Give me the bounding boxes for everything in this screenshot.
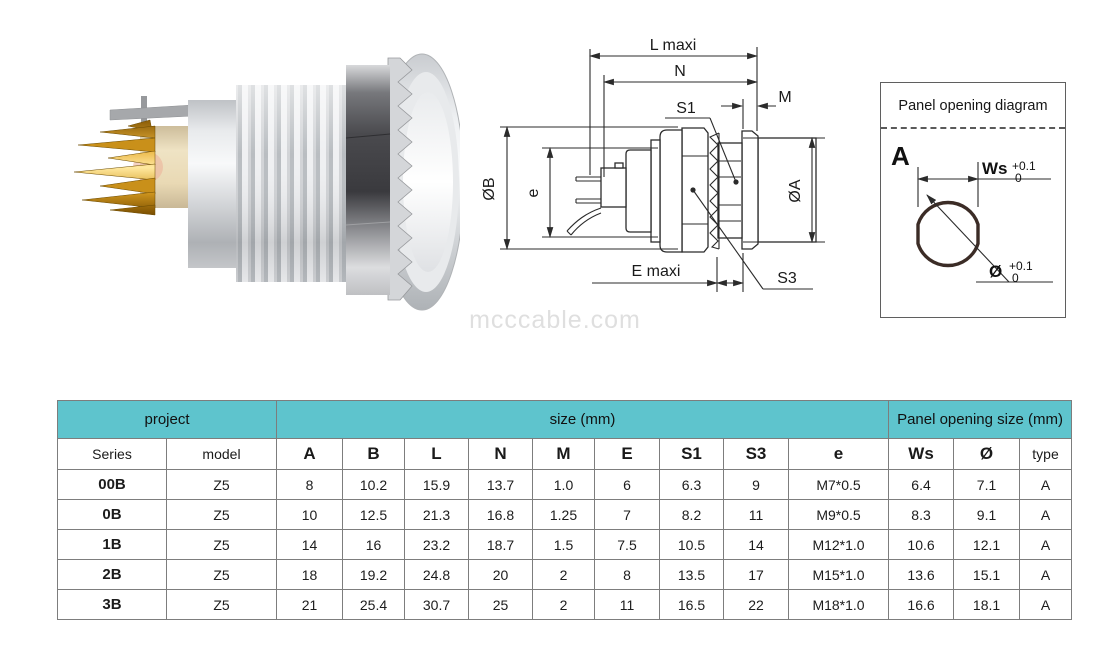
table-row xyxy=(58,500,1072,530)
table-column-header: A xyxy=(277,439,343,470)
table-cell: 15.1 xyxy=(954,560,1020,590)
table-column-header: Series xyxy=(58,439,167,470)
table-column-header: E xyxy=(595,439,660,470)
table-cell: Z5 xyxy=(167,500,277,530)
panel-ws-tol-top: +0.1 xyxy=(1012,159,1036,173)
table-cell: 1.5 xyxy=(533,530,595,560)
table-cell: 9.1 xyxy=(954,500,1020,530)
label-l-maxi: L maxi xyxy=(649,37,697,54)
table-row xyxy=(58,470,1072,500)
table-cell: 13.6 xyxy=(889,560,954,590)
table-cell: 10 xyxy=(277,500,343,530)
table-group-header: project xyxy=(58,401,277,439)
panel-dia-label: Ø xyxy=(989,262,1003,281)
label-e: e xyxy=(525,188,542,198)
table-row xyxy=(58,560,1072,590)
table-cell: 10.2 xyxy=(343,470,405,500)
panel-ws-tol-bottom: 0 xyxy=(1015,171,1022,185)
table-cell: 21 xyxy=(277,590,343,620)
table-cell: M18*1.0 xyxy=(789,590,889,620)
table-row xyxy=(58,590,1072,620)
table-cell: 14 xyxy=(277,530,343,560)
table-group-header: Panel opening size (mm) xyxy=(889,401,1072,439)
table-cell: 18.1 xyxy=(954,590,1020,620)
table-cell: 16.8 xyxy=(469,500,533,530)
label-oa: ØA xyxy=(787,179,804,203)
table-column-header: M xyxy=(533,439,595,470)
table-cell: 6 xyxy=(595,470,660,500)
table-cell: A xyxy=(1020,500,1072,530)
table-column-header: S1 xyxy=(660,439,724,470)
table-cell: 20 xyxy=(469,560,533,590)
table-cell: A xyxy=(1020,530,1072,560)
table-cell: 7.5 xyxy=(595,530,660,560)
table-cell: 6.4 xyxy=(889,470,954,500)
table-cell: Z5 xyxy=(167,530,277,560)
table-cell: 6.3 xyxy=(660,470,724,500)
panel-opening-drawing xyxy=(881,129,1064,315)
table-row xyxy=(58,530,1072,560)
table-cell: 25 xyxy=(469,590,533,620)
connector-photo xyxy=(60,50,460,312)
label-s1: S1 xyxy=(676,100,696,117)
label-s3: S3 xyxy=(777,270,797,287)
panel-opening-hole xyxy=(918,203,978,266)
table-cell: 8.3 xyxy=(889,500,954,530)
table-cell: 19.2 xyxy=(343,560,405,590)
gold-pins xyxy=(74,120,155,215)
table-column-header: Ø xyxy=(954,439,1020,470)
panel-opening-box xyxy=(880,82,1066,318)
table-cell: 18.7 xyxy=(469,530,533,560)
table-cell: A xyxy=(1020,590,1072,620)
table-cell: 15.9 xyxy=(405,470,469,500)
panel-dia-tol-top: +0.1 xyxy=(1009,259,1033,273)
table-cell: M15*1.0 xyxy=(789,560,889,590)
table-cell: 12.1 xyxy=(954,530,1020,560)
table-cell: 13.7 xyxy=(469,470,533,500)
table-cell: 16.5 xyxy=(660,590,724,620)
table-cell: 21.3 xyxy=(405,500,469,530)
table-cell: M9*0.5 xyxy=(789,500,889,530)
label-n: N xyxy=(674,63,686,80)
table-column-row xyxy=(58,439,1072,470)
table-cell: M12*1.0 xyxy=(789,530,889,560)
table-column-header: Ws xyxy=(889,439,954,470)
table-group-header: size (mm) xyxy=(277,401,889,439)
dim-m xyxy=(721,89,792,129)
panel-ws-label: Ws xyxy=(982,159,1008,178)
table-column-header: N xyxy=(469,439,533,470)
table-column-header: type xyxy=(1020,439,1072,470)
panel-type-label: A xyxy=(891,141,910,171)
panel-opening-title: Panel opening diagram xyxy=(881,83,1065,129)
hex-nut xyxy=(346,65,390,295)
dimension-drawing xyxy=(480,25,880,315)
panel-dia-tol-bottom: 0 xyxy=(1012,271,1019,285)
table-cell: 0B xyxy=(58,500,167,530)
table-cell: 7.1 xyxy=(954,470,1020,500)
table-cell: 1B xyxy=(58,530,167,560)
table-group-row xyxy=(58,401,1072,439)
table-cell: 22 xyxy=(724,590,789,620)
table-cell: 11 xyxy=(724,500,789,530)
table-cell: 9 xyxy=(724,470,789,500)
table-cell: 25.4 xyxy=(343,590,405,620)
table-cell: 16 xyxy=(343,530,405,560)
table-cell: M7*0.5 xyxy=(789,470,889,500)
table-cell: 2 xyxy=(533,560,595,590)
table-column-header: B xyxy=(343,439,405,470)
table-cell: 18 xyxy=(277,560,343,590)
table-cell: 16.6 xyxy=(889,590,954,620)
table-body xyxy=(58,470,1072,620)
table-cell: 10.6 xyxy=(889,530,954,560)
dimension-table xyxy=(57,400,1072,620)
table-cell: 13.5 xyxy=(660,560,724,590)
label-ob: ØB xyxy=(481,177,498,201)
solder-tab xyxy=(110,96,193,130)
table-cell: 14 xyxy=(724,530,789,560)
table-cell: 10.5 xyxy=(660,530,724,560)
table-cell: 1.0 xyxy=(533,470,595,500)
table-cell: 2B xyxy=(58,560,167,590)
rear-shell xyxy=(188,100,238,268)
table-cell: 8.2 xyxy=(660,500,724,530)
table-cell: 1.25 xyxy=(533,500,595,530)
threaded-body xyxy=(236,85,348,282)
label-m: M xyxy=(778,89,792,106)
table-cell: 30.7 xyxy=(405,590,469,620)
table-column-header: S3 xyxy=(724,439,789,470)
table-cell: 7 xyxy=(595,500,660,530)
table-cell: 3B xyxy=(58,590,167,620)
table-cell: 12.5 xyxy=(343,500,405,530)
dim-e-maxi xyxy=(592,253,743,292)
table-cell: 23.2 xyxy=(405,530,469,560)
table-cell: 24.8 xyxy=(405,560,469,590)
table-cell: 8 xyxy=(595,560,660,590)
table-cell: Z5 xyxy=(167,590,277,620)
watermark: mcccable.com xyxy=(469,306,641,334)
table-cell: Z5 xyxy=(167,470,277,500)
table-cell: 8 xyxy=(277,470,343,500)
panel-dia-dim xyxy=(927,195,1053,285)
table-cell: 2 xyxy=(533,590,595,620)
panel-ws-dim xyxy=(918,159,1051,207)
table-cell: A xyxy=(1020,560,1072,590)
table-column-header: L xyxy=(405,439,469,470)
table-cell: A xyxy=(1020,470,1072,500)
table-cell: 17 xyxy=(724,560,789,590)
table-cell: 11 xyxy=(595,590,660,620)
label-e-maxi: E maxi xyxy=(631,263,681,280)
table-cell: 00B xyxy=(58,470,167,500)
table-column-header: e xyxy=(789,439,889,470)
table-cell: Z5 xyxy=(167,560,277,590)
table-column-header: model xyxy=(167,439,277,470)
